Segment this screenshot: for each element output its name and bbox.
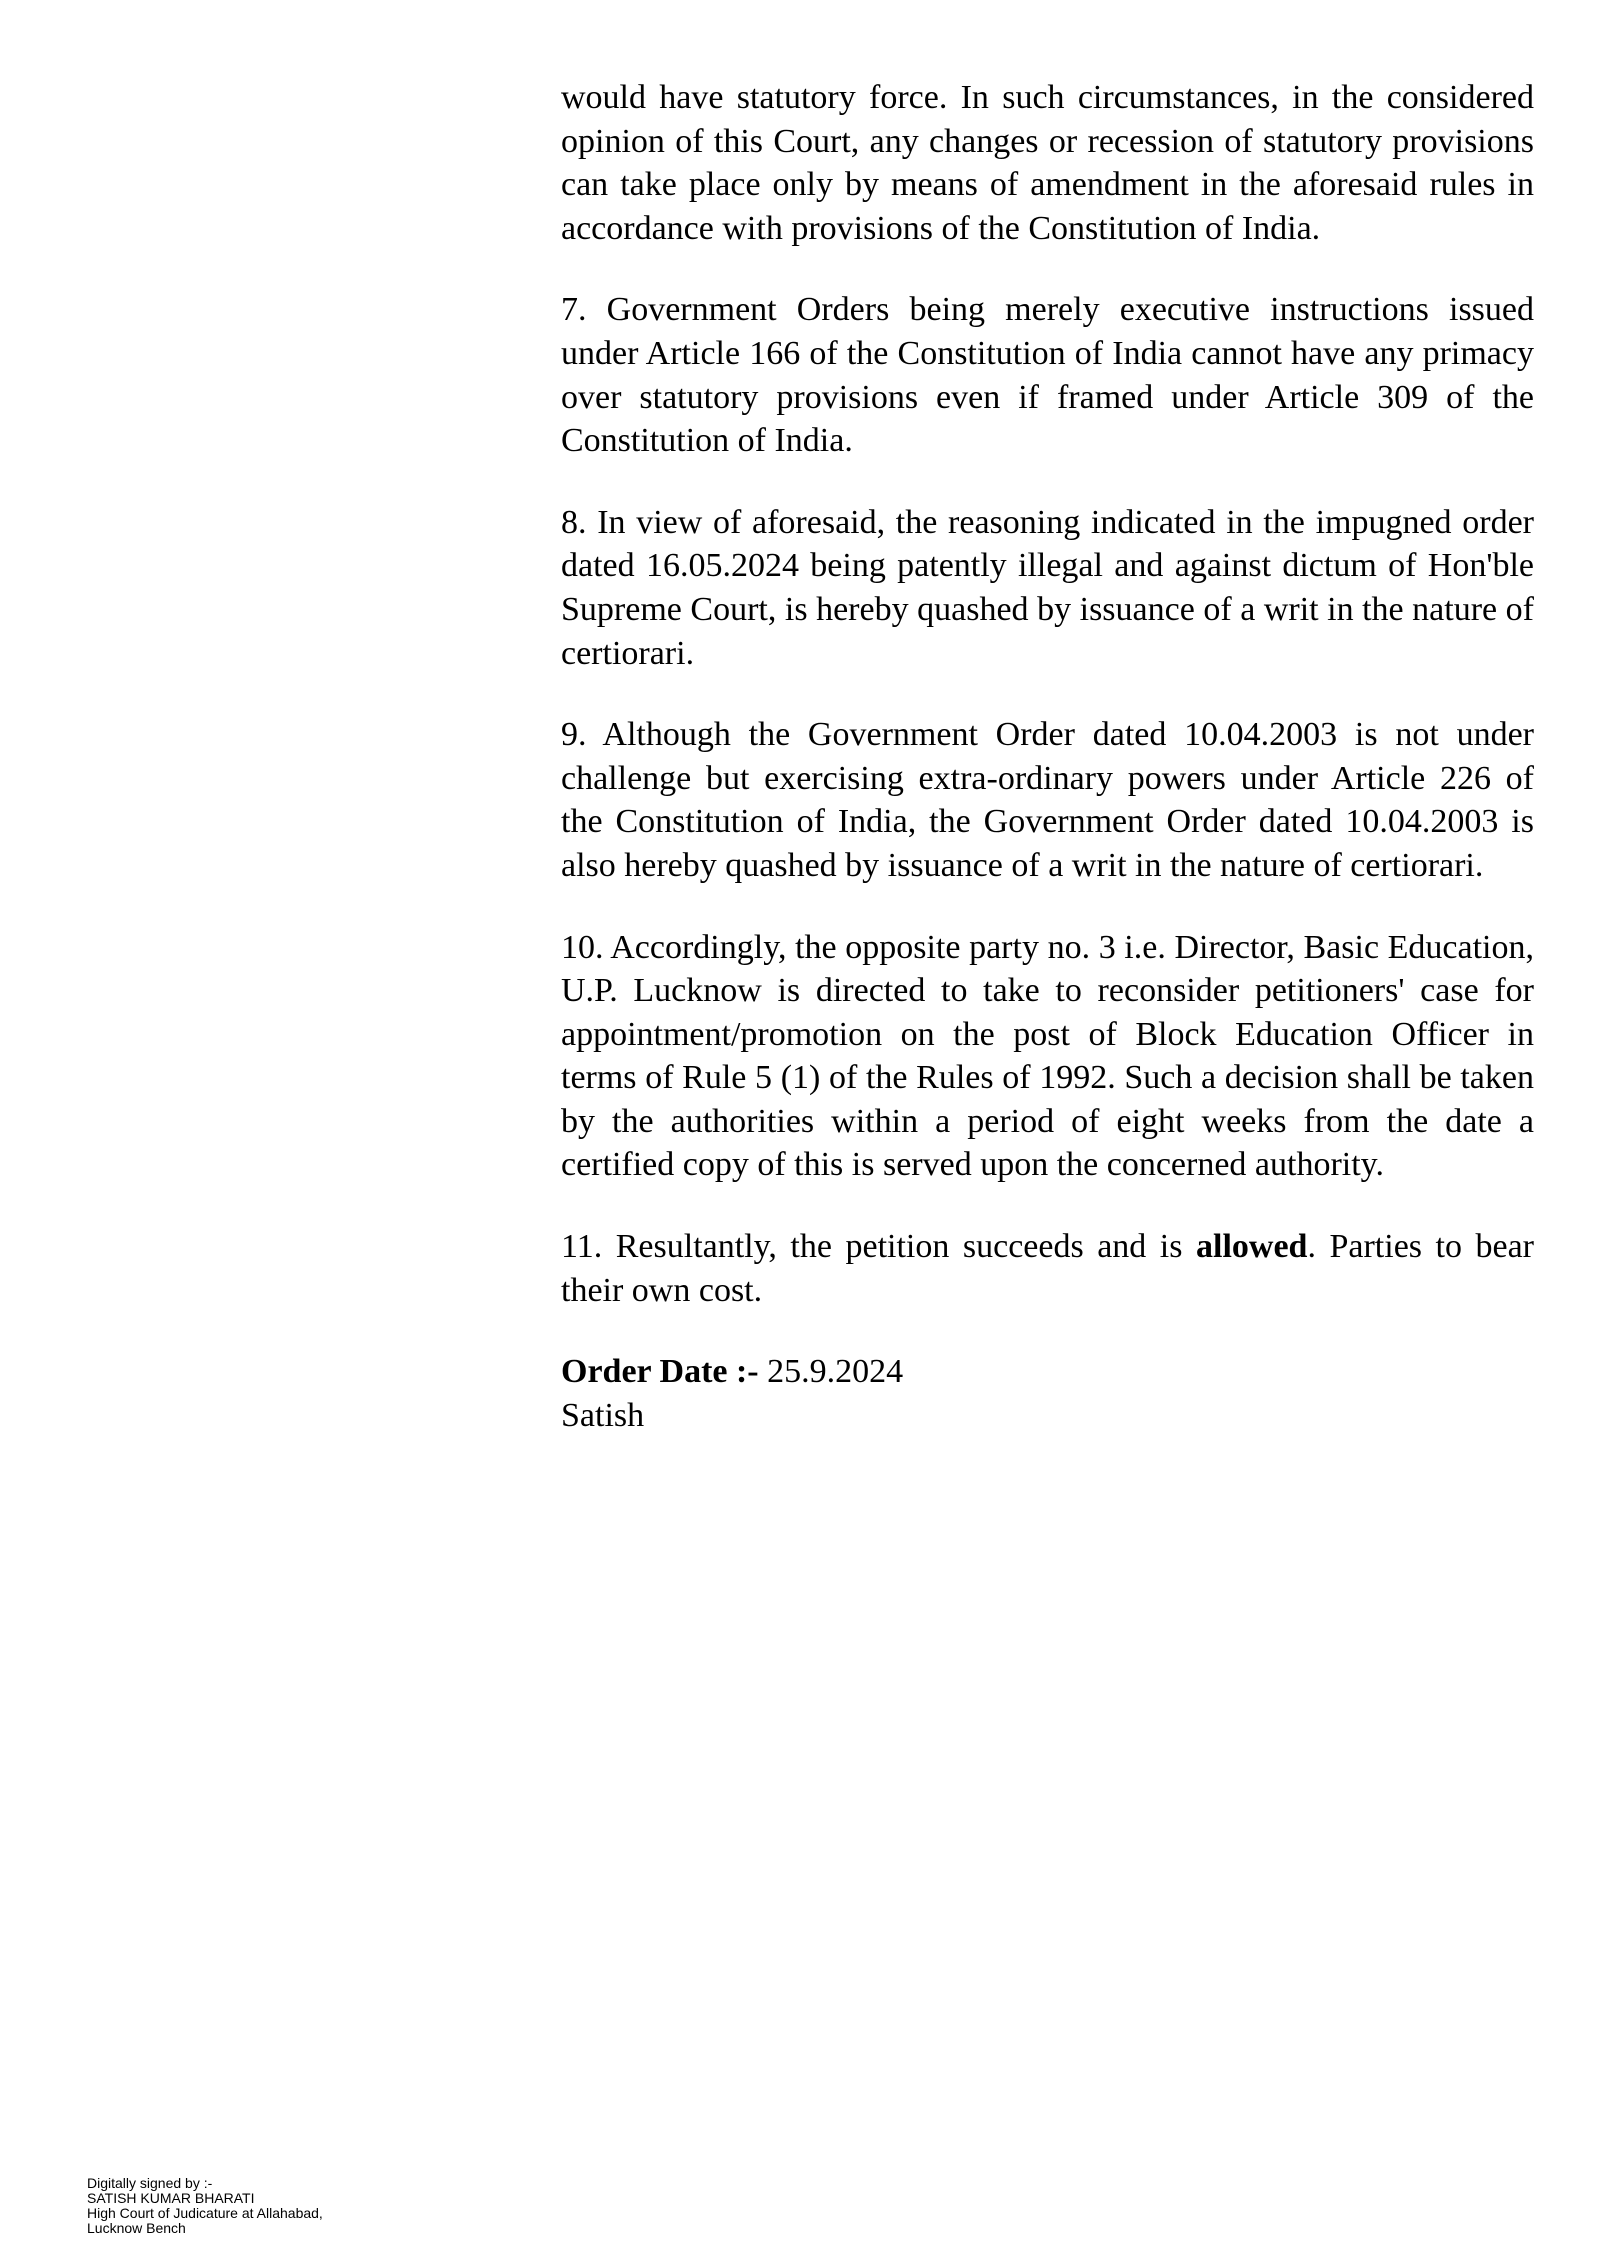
- paragraph-8: 8. In view of aforesaid, the reasoning indicated in the impugned order dated 16.05.2024 being patently illegal and against dictum of Hon'ble Supreme Court, is hereby quashed by issuance of a writ in the nature of certiorari.: [561, 503, 1534, 672]
- digital-signature-block: [87, 2176, 323, 2236]
- signature-line-4: Lucknow Bench: [87, 2220, 186, 2236]
- paragraph-10: 10. Accordingly, the opposite party no. 3 i.e. Director, Basic Education, U.P. Lucknow is directed to take to reconsider petitioners' case for appointment/promotion on the post of Block Education Officer in terms of Rule 5 (1) of the Rules of 1992. Such a decision shall be taken by the authorities within a period of eight weeks from the date a certified copy of this is served upon the concerned authority.: [561, 928, 1534, 1184]
- signature-line-1: Digitally signed by :-: [87, 2175, 213, 2191]
- paragraph-11-text-end: . Parties to bear their own cost.: [561, 1228, 1534, 1309]
- paragraph-11-text-start: 11. Resultantly, the petition succeeds and is: [561, 1228, 1197, 1266]
- paragraph-6-continuation: would have statutory force. In such circumstances, in the considered opinion of this Court, any changes or recession of statutory provisions can take place only by means of amendment in the aforesaid rules in accordance with provisions of the Constitution of India.: [561, 79, 1534, 247]
- signature-line-2: SATISH KUMAR BHARATI: [87, 2190, 255, 2206]
- judgment-body: [561, 76, 1534, 1437]
- paragraph-9: 9. Although the Government Order dated 10.04.2003 is not under challenge but exercising extra-ordinary powers under Article 226 of the Constitution of India, the Government Order dated 10.04.2003 is also hereby quashed by issuance of a writ in the nature of certiorari.: [561, 716, 1534, 884]
- paragraph-7: 7. Government Orders being merely executive instructions issued under Article 166 of the Constitution of India cannot have any primacy over statutory provisions even if framed under Article 309 of the Constitution of India.: [561, 291, 1534, 460]
- signature-line-3: High Court of Judicature at Allahabad,: [87, 2205, 323, 2221]
- stenographer-name: Satish: [561, 1396, 645, 1434]
- allowed-emphasis: allowed: [1196, 1228, 1308, 1266]
- order-date-value: 25.9.2024: [767, 1353, 904, 1391]
- order-date-label: Order Date :-: [561, 1353, 759, 1391]
- paragraph-11: [561, 1225, 1534, 1312]
- order-date-line: [561, 1350, 1534, 1394]
